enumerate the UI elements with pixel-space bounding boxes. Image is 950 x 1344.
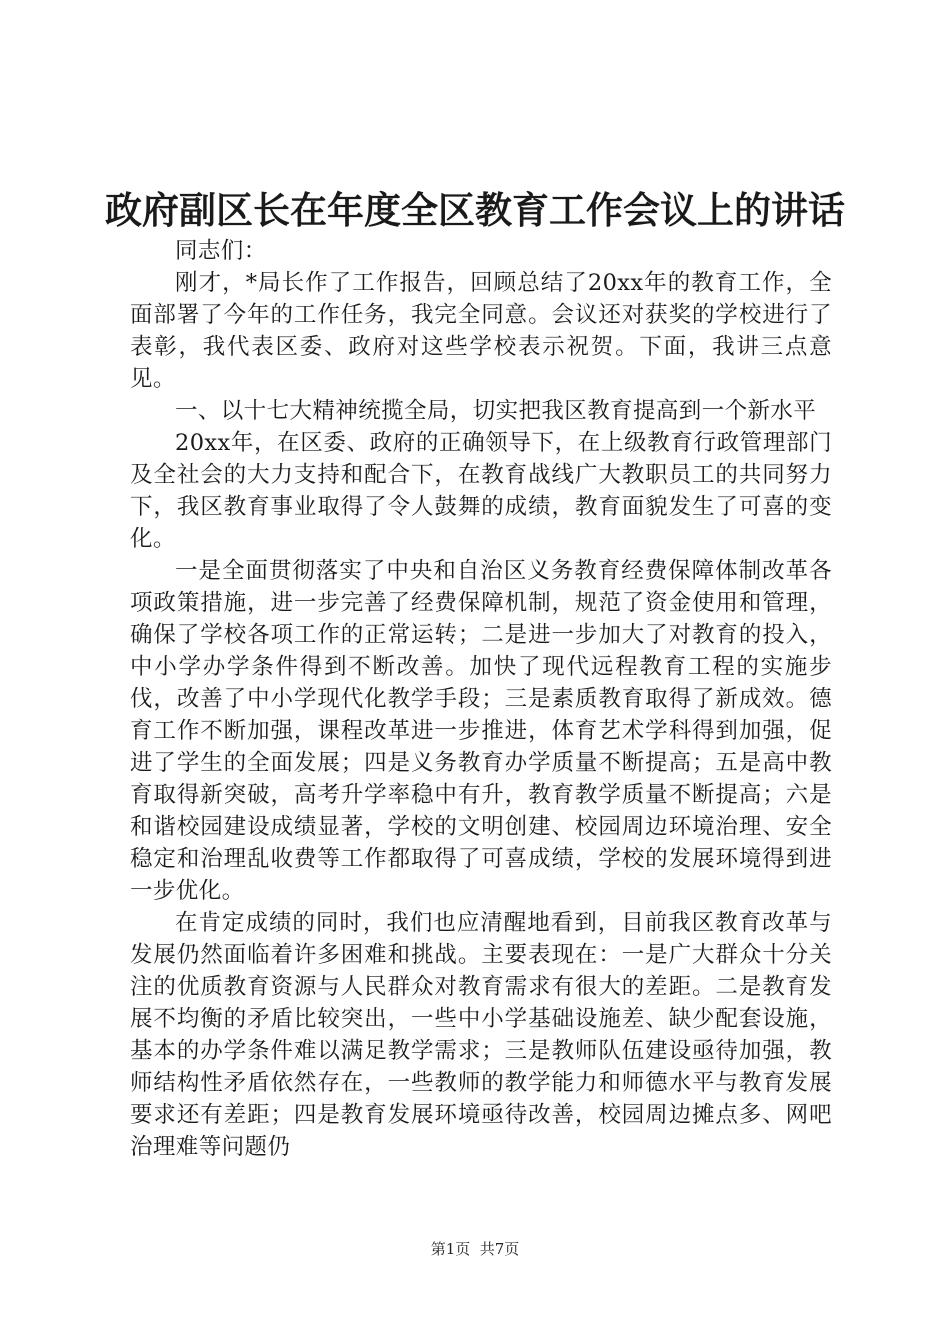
- paragraph-challenges: 在肯定成绩的同时，我们也应清醒地看到，目前我区教育改革与发展仍然面临着许多困难和挑战。主要表现在：一是广大群众十分关注的优质教育资源与人民群众对教育需求有很大的差距。二是教育发展不均衡的矛盾比较突出，一些中小学基础设施差、缺少配套设施，基本的办学条件难以满足教学需求；三是教师队伍建设亟待加强，教师结构性矛盾依然存在，一些教师的教学能力和师德水平与教育发展要求还有差距；四是教育发展环境亟待改善，校园周边摊点多、网吧治理难等问题仍: [130, 910, 832, 1160]
- document-title: 政府副区长在年度全区教育工作会议上的讲话: [105, 188, 845, 232]
- paragraph-achievements-list: 一是全面贯彻落实了中央和自治区义务教育经费保障体制改革各项政策措施，进一步完善了经费保障机制，规范了资金使用和管理，确保了学校各项工作的正常运转；二是进一步加大了对教育的投入，中小学办学条件得到不断改善。加快了现代远程教育工程的实施步伐，改善了中小学现代化教学手段；三是素质教育取得了新成效。德育工作不断加强，课程改革进一步推进，体育艺术学科得到加强，促进了学生的全面发展；四是义务教育办学质量不断提高；五是高中教育取得新突破，高考升学率稳中有升，教育教学质量不断提高；六是和谐校园建设成绩显著，学校的文明创建、校园周边环境治理、安全稳定和治理乱收费等工作都取得了可喜成绩，学校的发展环境得到进一步优化。: [130, 558, 832, 904]
- page-footer: [0, 1238, 950, 1260]
- page-number-label: 第1页 共7页: [430, 1240, 520, 1258]
- document-body: [130, 235, 832, 1163]
- salutation: 同志们：: [175, 238, 267, 264]
- paragraph-achievements-summary: 20xx年，在区委、政府的正确领导下，在上级教育行政管理部门及全社会的大力支持和配合下，在教育战线广大教职员工的共同努力下，我区教育事业取得了令人鼓舞的成绩，教育面貌发生了可喜的变化。: [130, 430, 832, 552]
- section-heading-1: 一、以十七大精神统揽全局，切实把我区教育提高到一个新水平: [175, 398, 817, 424]
- paragraph-intro: 刚才，*局长作了工作报告，回顾总结了20xx年的教育工作，全面部署了今年的工作任务，我完全同意。会议还对获奖的学校进行了表彰，我代表区委、政府对这些学校表示祝贺。下面，我讲三点意见。: [130, 270, 832, 392]
